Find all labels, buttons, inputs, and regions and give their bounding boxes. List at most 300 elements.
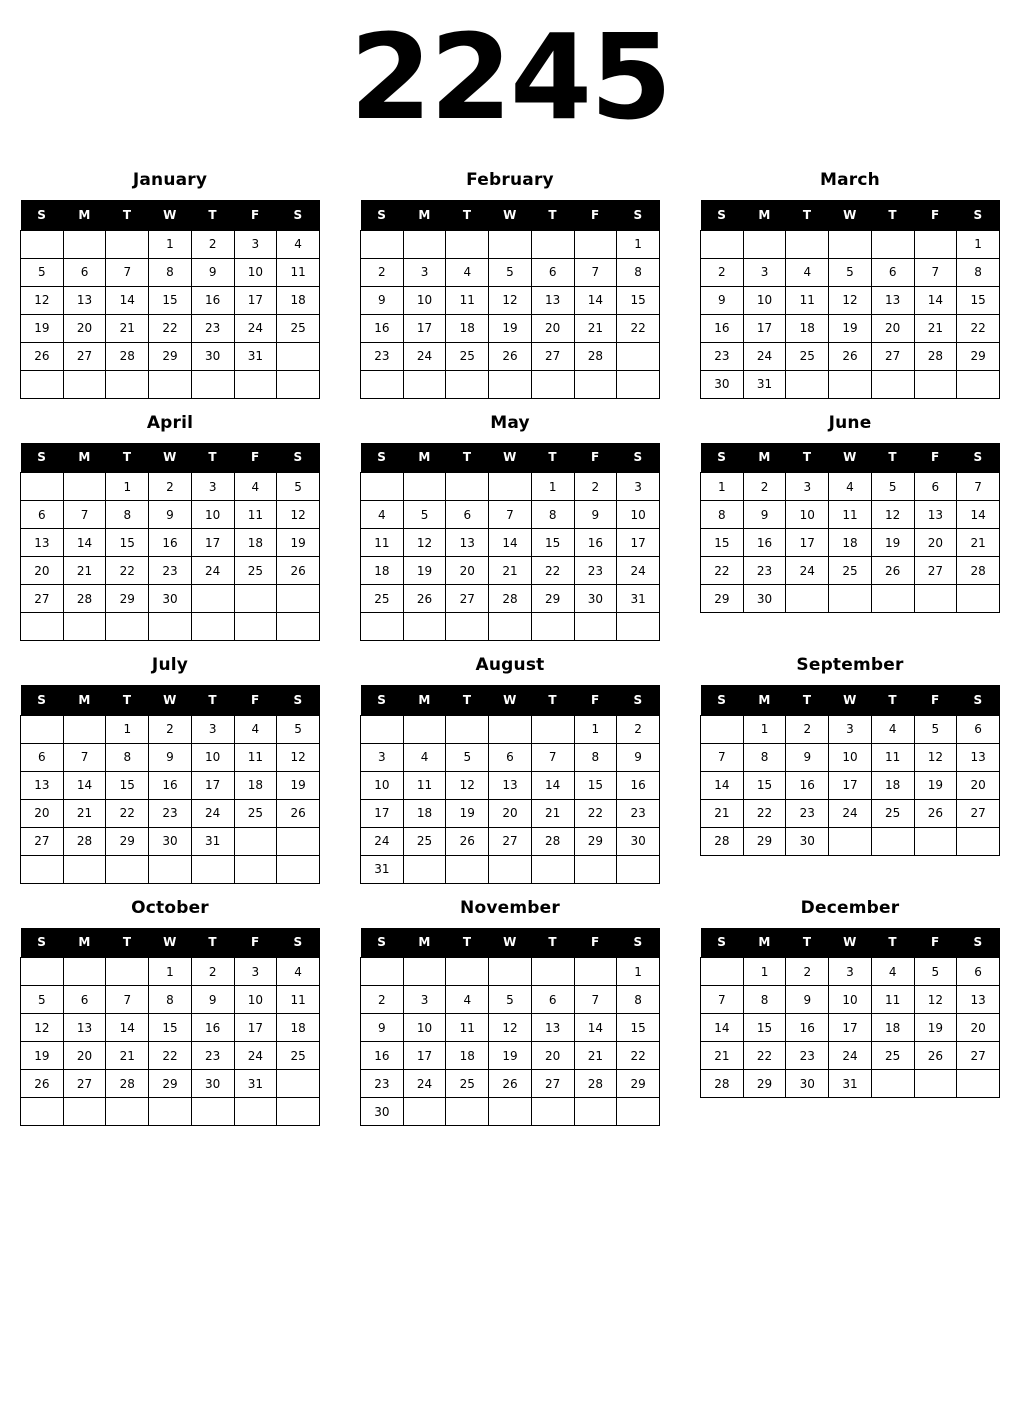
- day-cell[interactable]: 28: [489, 585, 532, 613]
- day-cell[interactable]: 24: [743, 342, 786, 370]
- day-cell[interactable]: 8: [743, 986, 786, 1014]
- day-cell[interactable]: 4: [234, 715, 277, 743]
- day-cell[interactable]: 25: [446, 1070, 489, 1098]
- day-cell[interactable]: 14: [701, 771, 744, 799]
- day-cell[interactable]: 22: [743, 799, 786, 827]
- day-cell[interactable]: 18: [786, 314, 829, 342]
- day-cell[interactable]: 10: [191, 743, 234, 771]
- day-cell[interactable]: 13: [21, 771, 64, 799]
- day-cell[interactable]: 3: [234, 230, 277, 258]
- day-cell[interactable]: 22: [149, 314, 192, 342]
- day-cell[interactable]: 18: [234, 529, 277, 557]
- day-cell[interactable]: 25: [829, 557, 872, 585]
- day-cell[interactable]: 21: [63, 557, 106, 585]
- day-cell[interactable]: 10: [234, 986, 277, 1014]
- day-cell[interactable]: 20: [21, 799, 64, 827]
- day-cell[interactable]: 29: [743, 1070, 786, 1098]
- day-cell[interactable]: 30: [617, 827, 660, 855]
- day-cell[interactable]: 11: [871, 743, 914, 771]
- day-cell[interactable]: 27: [957, 1042, 1000, 1070]
- day-cell[interactable]: 23: [786, 799, 829, 827]
- day-cell[interactable]: 14: [914, 286, 957, 314]
- day-cell[interactable]: 13: [531, 286, 574, 314]
- day-cell[interactable]: 27: [21, 585, 64, 613]
- day-cell[interactable]: 26: [914, 799, 957, 827]
- day-cell[interactable]: 14: [63, 529, 106, 557]
- day-cell[interactable]: 26: [914, 1042, 957, 1070]
- day-cell[interactable]: 14: [531, 771, 574, 799]
- day-cell[interactable]: 5: [914, 958, 957, 986]
- day-cell[interactable]: 8: [574, 743, 617, 771]
- day-cell[interactable]: 11: [234, 743, 277, 771]
- day-cell[interactable]: 27: [914, 557, 957, 585]
- day-cell[interactable]: 6: [914, 473, 957, 501]
- day-cell[interactable]: 29: [617, 1070, 660, 1098]
- day-cell[interactable]: 29: [531, 585, 574, 613]
- day-cell[interactable]: 8: [106, 743, 149, 771]
- day-cell[interactable]: 28: [914, 342, 957, 370]
- day-cell[interactable]: 6: [63, 258, 106, 286]
- day-cell[interactable]: 8: [149, 986, 192, 1014]
- day-cell[interactable]: 4: [786, 258, 829, 286]
- day-cell[interactable]: 2: [574, 473, 617, 501]
- day-cell[interactable]: 27: [489, 827, 532, 855]
- day-cell[interactable]: 12: [914, 986, 957, 1014]
- day-cell[interactable]: 25: [871, 799, 914, 827]
- day-cell[interactable]: 26: [829, 342, 872, 370]
- day-cell[interactable]: 16: [191, 1014, 234, 1042]
- day-cell[interactable]: 27: [531, 1070, 574, 1098]
- day-cell[interactable]: 3: [234, 958, 277, 986]
- day-cell[interactable]: 19: [914, 1014, 957, 1042]
- day-cell[interactable]: 19: [277, 771, 320, 799]
- day-cell[interactable]: 31: [191, 827, 234, 855]
- day-cell[interactable]: 21: [63, 799, 106, 827]
- day-cell[interactable]: 5: [277, 473, 320, 501]
- day-cell[interactable]: 17: [234, 1014, 277, 1042]
- day-cell[interactable]: 22: [106, 557, 149, 585]
- day-cell[interactable]: 8: [617, 986, 660, 1014]
- day-cell[interactable]: 5: [403, 501, 446, 529]
- day-cell[interactable]: 7: [106, 258, 149, 286]
- day-cell[interactable]: 11: [446, 286, 489, 314]
- day-cell[interactable]: 20: [531, 314, 574, 342]
- day-cell[interactable]: 22: [617, 1042, 660, 1070]
- day-cell[interactable]: 25: [361, 585, 404, 613]
- day-cell[interactable]: 30: [191, 342, 234, 370]
- day-cell[interactable]: 3: [191, 473, 234, 501]
- day-cell[interactable]: 7: [574, 986, 617, 1014]
- day-cell[interactable]: 22: [574, 799, 617, 827]
- day-cell[interactable]: 28: [574, 342, 617, 370]
- day-cell[interactable]: 29: [149, 342, 192, 370]
- day-cell[interactable]: 3: [743, 258, 786, 286]
- day-cell[interactable]: 28: [701, 1070, 744, 1098]
- day-cell[interactable]: 17: [191, 529, 234, 557]
- day-cell[interactable]: 25: [786, 342, 829, 370]
- day-cell[interactable]: 21: [701, 1042, 744, 1070]
- day-cell[interactable]: 7: [957, 473, 1000, 501]
- day-cell[interactable]: 15: [957, 286, 1000, 314]
- day-cell[interactable]: 20: [63, 1042, 106, 1070]
- day-cell[interactable]: 26: [277, 557, 320, 585]
- day-cell[interactable]: 12: [871, 501, 914, 529]
- day-cell[interactable]: 4: [403, 743, 446, 771]
- day-cell[interactable]: 11: [361, 529, 404, 557]
- day-cell[interactable]: 9: [361, 286, 404, 314]
- day-cell[interactable]: 19: [277, 529, 320, 557]
- day-cell[interactable]: 18: [829, 529, 872, 557]
- day-cell[interactable]: 14: [489, 529, 532, 557]
- day-cell[interactable]: 21: [957, 529, 1000, 557]
- day-cell[interactable]: 8: [531, 501, 574, 529]
- day-cell[interactable]: 25: [234, 557, 277, 585]
- day-cell[interactable]: 24: [786, 557, 829, 585]
- day-cell[interactable]: 25: [871, 1042, 914, 1070]
- day-cell[interactable]: 15: [617, 1014, 660, 1042]
- day-cell[interactable]: 27: [531, 342, 574, 370]
- day-cell[interactable]: 27: [21, 827, 64, 855]
- day-cell[interactable]: 6: [21, 501, 64, 529]
- day-cell[interactable]: 9: [743, 501, 786, 529]
- day-cell[interactable]: 17: [829, 1014, 872, 1042]
- day-cell[interactable]: 16: [617, 771, 660, 799]
- day-cell[interactable]: 5: [446, 743, 489, 771]
- day-cell[interactable]: 31: [829, 1070, 872, 1098]
- day-cell[interactable]: 5: [21, 986, 64, 1014]
- day-cell[interactable]: 2: [361, 258, 404, 286]
- day-cell[interactable]: 11: [786, 286, 829, 314]
- day-cell[interactable]: 21: [914, 314, 957, 342]
- day-cell[interactable]: 13: [957, 986, 1000, 1014]
- day-cell[interactable]: 23: [149, 557, 192, 585]
- day-cell[interactable]: 7: [489, 501, 532, 529]
- day-cell[interactable]: 3: [786, 473, 829, 501]
- day-cell[interactable]: 26: [21, 1070, 64, 1098]
- day-cell[interactable]: 28: [531, 827, 574, 855]
- day-cell[interactable]: 1: [106, 473, 149, 501]
- day-cell[interactable]: 16: [149, 771, 192, 799]
- day-cell[interactable]: 31: [234, 1070, 277, 1098]
- day-cell[interactable]: 14: [106, 1014, 149, 1042]
- day-cell[interactable]: 5: [21, 258, 64, 286]
- day-cell[interactable]: 25: [277, 314, 320, 342]
- day-cell[interactable]: 31: [617, 585, 660, 613]
- day-cell[interactable]: 28: [574, 1070, 617, 1098]
- day-cell[interactable]: 17: [829, 771, 872, 799]
- day-cell[interactable]: 24: [403, 342, 446, 370]
- day-cell[interactable]: 18: [277, 1014, 320, 1042]
- day-cell[interactable]: 6: [871, 258, 914, 286]
- day-cell[interactable]: 23: [361, 1070, 404, 1098]
- day-cell[interactable]: 29: [701, 585, 744, 613]
- day-cell[interactable]: 3: [829, 715, 872, 743]
- day-cell[interactable]: 1: [617, 958, 660, 986]
- day-cell[interactable]: 17: [403, 314, 446, 342]
- day-cell[interactable]: 24: [829, 799, 872, 827]
- day-cell[interactable]: 2: [361, 986, 404, 1014]
- day-cell[interactable]: 5: [277, 715, 320, 743]
- day-cell[interactable]: 10: [829, 986, 872, 1014]
- day-cell[interactable]: 31: [743, 370, 786, 398]
- day-cell[interactable]: 10: [786, 501, 829, 529]
- day-cell[interactable]: 9: [149, 501, 192, 529]
- day-cell[interactable]: 9: [149, 743, 192, 771]
- day-cell[interactable]: 8: [149, 258, 192, 286]
- day-cell[interactable]: 16: [786, 771, 829, 799]
- day-cell[interactable]: 13: [489, 771, 532, 799]
- day-cell[interactable]: 25: [277, 1042, 320, 1070]
- day-cell[interactable]: 12: [829, 286, 872, 314]
- day-cell[interactable]: 17: [234, 286, 277, 314]
- day-cell[interactable]: 9: [191, 986, 234, 1014]
- day-cell[interactable]: 15: [149, 286, 192, 314]
- day-cell[interactable]: 19: [489, 314, 532, 342]
- day-cell[interactable]: 23: [701, 342, 744, 370]
- day-cell[interactable]: 26: [446, 827, 489, 855]
- day-cell[interactable]: 8: [106, 501, 149, 529]
- day-cell[interactable]: 16: [786, 1014, 829, 1042]
- day-cell[interactable]: 29: [957, 342, 1000, 370]
- day-cell[interactable]: 1: [149, 230, 192, 258]
- day-cell[interactable]: 22: [106, 799, 149, 827]
- day-cell[interactable]: 21: [106, 314, 149, 342]
- day-cell[interactable]: 22: [149, 1042, 192, 1070]
- day-cell[interactable]: 30: [786, 1070, 829, 1098]
- day-cell[interactable]: 29: [106, 585, 149, 613]
- day-cell[interactable]: 30: [574, 585, 617, 613]
- day-cell[interactable]: 21: [701, 799, 744, 827]
- day-cell[interactable]: 15: [106, 771, 149, 799]
- day-cell[interactable]: 16: [701, 314, 744, 342]
- day-cell[interactable]: 20: [446, 557, 489, 585]
- day-cell[interactable]: 19: [21, 314, 64, 342]
- day-cell[interactable]: 24: [403, 1070, 446, 1098]
- day-cell[interactable]: 3: [191, 715, 234, 743]
- day-cell[interactable]: 18: [446, 1042, 489, 1070]
- day-cell[interactable]: 9: [574, 501, 617, 529]
- day-cell[interactable]: 25: [403, 827, 446, 855]
- day-cell[interactable]: 27: [871, 342, 914, 370]
- day-cell[interactable]: 20: [489, 799, 532, 827]
- day-cell[interactable]: 19: [829, 314, 872, 342]
- day-cell[interactable]: 22: [743, 1042, 786, 1070]
- day-cell[interactable]: 24: [191, 799, 234, 827]
- day-cell[interactable]: 3: [361, 743, 404, 771]
- day-cell[interactable]: 14: [701, 1014, 744, 1042]
- day-cell[interactable]: 4: [361, 501, 404, 529]
- day-cell[interactable]: 30: [743, 585, 786, 613]
- day-cell[interactable]: 2: [191, 230, 234, 258]
- day-cell[interactable]: 20: [531, 1042, 574, 1070]
- day-cell[interactable]: 12: [446, 771, 489, 799]
- day-cell[interactable]: 22: [617, 314, 660, 342]
- day-cell[interactable]: 7: [701, 743, 744, 771]
- day-cell[interactable]: 1: [531, 473, 574, 501]
- day-cell[interactable]: 11: [871, 986, 914, 1014]
- day-cell[interactable]: 29: [106, 827, 149, 855]
- day-cell[interactable]: 1: [701, 473, 744, 501]
- day-cell[interactable]: 17: [191, 771, 234, 799]
- day-cell[interactable]: 12: [489, 286, 532, 314]
- day-cell[interactable]: 14: [574, 1014, 617, 1042]
- day-cell[interactable]: 18: [403, 799, 446, 827]
- day-cell[interactable]: 25: [234, 799, 277, 827]
- day-cell[interactable]: 15: [617, 286, 660, 314]
- day-cell[interactable]: 8: [617, 258, 660, 286]
- day-cell[interactable]: 8: [701, 501, 744, 529]
- day-cell[interactable]: 5: [489, 986, 532, 1014]
- day-cell[interactable]: 4: [871, 715, 914, 743]
- day-cell[interactable]: 23: [574, 557, 617, 585]
- day-cell[interactable]: 11: [446, 1014, 489, 1042]
- day-cell[interactable]: 7: [574, 258, 617, 286]
- day-cell[interactable]: 6: [21, 743, 64, 771]
- day-cell[interactable]: 6: [531, 258, 574, 286]
- day-cell[interactable]: 13: [446, 529, 489, 557]
- day-cell[interactable]: 18: [277, 286, 320, 314]
- day-cell[interactable]: 1: [957, 230, 1000, 258]
- day-cell[interactable]: 24: [829, 1042, 872, 1070]
- day-cell[interactable]: 6: [957, 958, 1000, 986]
- day-cell[interactable]: 29: [149, 1070, 192, 1098]
- day-cell[interactable]: 26: [403, 585, 446, 613]
- day-cell[interactable]: 19: [914, 771, 957, 799]
- day-cell[interactable]: 28: [63, 827, 106, 855]
- day-cell[interactable]: 10: [743, 286, 786, 314]
- day-cell[interactable]: 21: [574, 314, 617, 342]
- day-cell[interactable]: 11: [277, 986, 320, 1014]
- day-cell[interactable]: 18: [871, 1014, 914, 1042]
- day-cell[interactable]: 13: [63, 1014, 106, 1042]
- day-cell[interactable]: 30: [361, 1098, 404, 1126]
- day-cell[interactable]: 6: [489, 743, 532, 771]
- day-cell[interactable]: 22: [531, 557, 574, 585]
- day-cell[interactable]: 30: [191, 1070, 234, 1098]
- day-cell[interactable]: 30: [786, 827, 829, 855]
- day-cell[interactable]: 1: [743, 958, 786, 986]
- day-cell[interactable]: 24: [191, 557, 234, 585]
- day-cell[interactable]: 2: [191, 958, 234, 986]
- day-cell[interactable]: 18: [446, 314, 489, 342]
- day-cell[interactable]: 16: [361, 1042, 404, 1070]
- day-cell[interactable]: 13: [957, 743, 1000, 771]
- day-cell[interactable]: 1: [617, 230, 660, 258]
- day-cell[interactable]: 2: [149, 715, 192, 743]
- day-cell[interactable]: 23: [191, 314, 234, 342]
- day-cell[interactable]: 22: [701, 557, 744, 585]
- day-cell[interactable]: 11: [829, 501, 872, 529]
- day-cell[interactable]: 4: [446, 986, 489, 1014]
- day-cell[interactable]: 3: [403, 258, 446, 286]
- day-cell[interactable]: 23: [149, 799, 192, 827]
- day-cell[interactable]: 10: [617, 501, 660, 529]
- day-cell[interactable]: 20: [914, 529, 957, 557]
- day-cell[interactable]: 4: [829, 473, 872, 501]
- day-cell[interactable]: 19: [21, 1042, 64, 1070]
- day-cell[interactable]: 12: [277, 743, 320, 771]
- day-cell[interactable]: 5: [489, 258, 532, 286]
- day-cell[interactable]: 17: [361, 799, 404, 827]
- day-cell[interactable]: 7: [914, 258, 957, 286]
- day-cell[interactable]: 9: [617, 743, 660, 771]
- day-cell[interactable]: 27: [446, 585, 489, 613]
- day-cell[interactable]: 13: [63, 286, 106, 314]
- day-cell[interactable]: 14: [63, 771, 106, 799]
- day-cell[interactable]: 19: [446, 799, 489, 827]
- day-cell[interactable]: 3: [403, 986, 446, 1014]
- day-cell[interactable]: 5: [871, 473, 914, 501]
- day-cell[interactable]: 20: [871, 314, 914, 342]
- day-cell[interactable]: 17: [743, 314, 786, 342]
- day-cell[interactable]: 6: [531, 986, 574, 1014]
- day-cell[interactable]: 2: [743, 473, 786, 501]
- day-cell[interactable]: 4: [277, 230, 320, 258]
- day-cell[interactable]: 12: [403, 529, 446, 557]
- day-cell[interactable]: 23: [786, 1042, 829, 1070]
- day-cell[interactable]: 11: [234, 501, 277, 529]
- day-cell[interactable]: 23: [617, 799, 660, 827]
- day-cell[interactable]: 30: [701, 370, 744, 398]
- day-cell[interactable]: 5: [914, 715, 957, 743]
- day-cell[interactable]: 4: [277, 958, 320, 986]
- day-cell[interactable]: 8: [743, 743, 786, 771]
- day-cell[interactable]: 24: [234, 314, 277, 342]
- day-cell[interactable]: 28: [63, 585, 106, 613]
- day-cell[interactable]: 10: [234, 258, 277, 286]
- day-cell[interactable]: 23: [361, 342, 404, 370]
- day-cell[interactable]: 10: [403, 286, 446, 314]
- day-cell[interactable]: 29: [574, 827, 617, 855]
- day-cell[interactable]: 2: [617, 715, 660, 743]
- day-cell[interactable]: 6: [63, 986, 106, 1014]
- day-cell[interactable]: 26: [277, 799, 320, 827]
- day-cell[interactable]: 20: [957, 771, 1000, 799]
- day-cell[interactable]: 20: [957, 1014, 1000, 1042]
- day-cell[interactable]: 15: [106, 529, 149, 557]
- day-cell[interactable]: 10: [191, 501, 234, 529]
- day-cell[interactable]: 3: [829, 958, 872, 986]
- day-cell[interactable]: 1: [574, 715, 617, 743]
- day-cell[interactable]: 16: [191, 286, 234, 314]
- day-cell[interactable]: 27: [957, 799, 1000, 827]
- day-cell[interactable]: 14: [574, 286, 617, 314]
- day-cell[interactable]: 28: [106, 342, 149, 370]
- day-cell[interactable]: 6: [957, 715, 1000, 743]
- day-cell[interactable]: 29: [743, 827, 786, 855]
- day-cell[interactable]: 9: [786, 986, 829, 1014]
- day-cell[interactable]: 7: [63, 501, 106, 529]
- day-cell[interactable]: 21: [106, 1042, 149, 1070]
- day-cell[interactable]: 28: [106, 1070, 149, 1098]
- day-cell[interactable]: 10: [829, 743, 872, 771]
- day-cell[interactable]: 15: [743, 1014, 786, 1042]
- day-cell[interactable]: 17: [617, 529, 660, 557]
- day-cell[interactable]: 13: [914, 501, 957, 529]
- day-cell[interactable]: 4: [871, 958, 914, 986]
- day-cell[interactable]: 21: [489, 557, 532, 585]
- day-cell[interactable]: 7: [531, 743, 574, 771]
- day-cell[interactable]: 12: [277, 501, 320, 529]
- day-cell[interactable]: 19: [489, 1042, 532, 1070]
- day-cell[interactable]: 22: [957, 314, 1000, 342]
- day-cell[interactable]: 18: [234, 771, 277, 799]
- day-cell[interactable]: 11: [403, 771, 446, 799]
- day-cell[interactable]: 14: [957, 501, 1000, 529]
- day-cell[interactable]: 26: [489, 342, 532, 370]
- day-cell[interactable]: 23: [743, 557, 786, 585]
- day-cell[interactable]: 20: [63, 314, 106, 342]
